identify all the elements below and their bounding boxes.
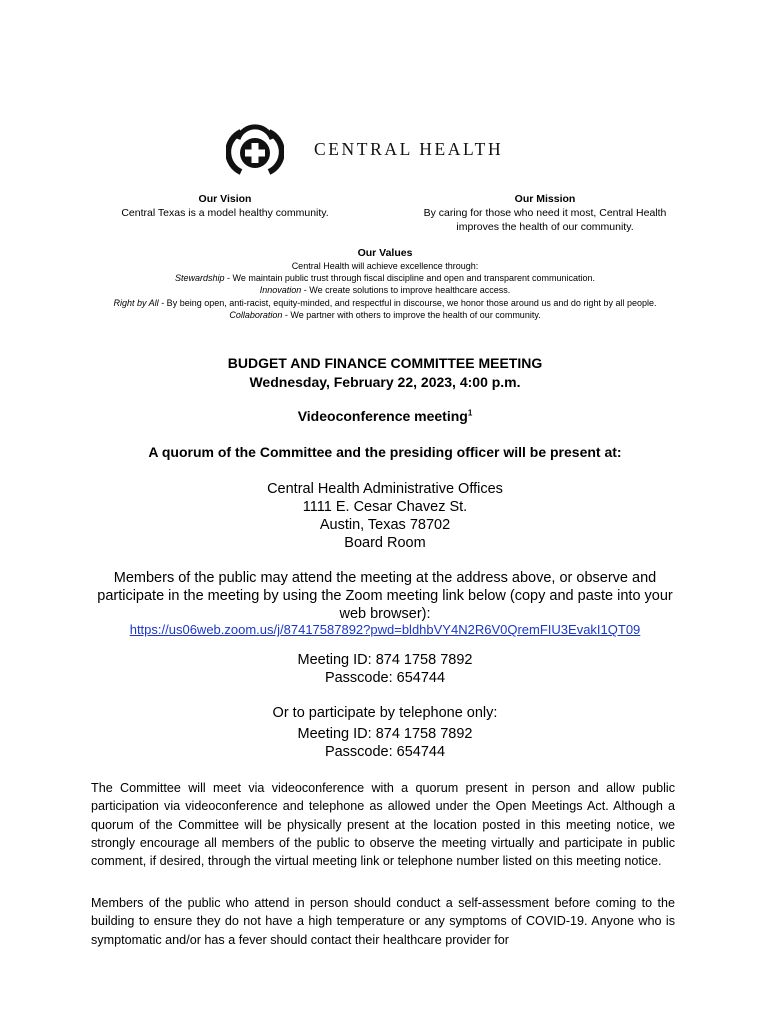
meeting-type [0, 407, 770, 426]
values-block [60, 246, 710, 321]
value-text: - We maintain public trust through fiscal discipline and open and transparent communication. [224, 273, 596, 284]
meeting-title: BUDGET AND FINANCE COMMITTEE MEETING [227, 355, 543, 371]
health-cross-icon [226, 124, 284, 180]
meeting-type-text: Videoconference meeting [297, 408, 468, 424]
value-item [60, 272, 710, 284]
meeting-id-telephone: Meeting ID: 874 1758 7892 [297, 726, 473, 742]
value-item [60, 309, 710, 321]
zoom-credentials [0, 651, 770, 687]
vision-heading: Our Vision [198, 193, 252, 205]
values-heading: Our Values [357, 247, 413, 259]
address-line: Board Room [344, 535, 426, 551]
quorum-statement: A quorum of the Committee and the presiding officer will be present at: [148, 444, 622, 460]
logo-wordmark: CENTRAL HEALTH [314, 139, 504, 159]
meeting-address [0, 480, 770, 552]
mission-text-line2: improves the health of our community. [456, 221, 634, 233]
footnote-mark: 1 [467, 408, 473, 418]
zoom-meeting-link[interactable]: https://us06web.zoom.us/j/87417587892?pwd=bldhbVY4N2R6V0QremFIU3EvakI1QT09 [129, 622, 641, 637]
passcode: Passcode: 654744 [324, 670, 446, 686]
vision-text: Central Texas is a model healthy community. [121, 207, 329, 219]
telephone-intro: Or to participate by telephone only: [272, 705, 498, 721]
zoom-link-row [0, 621, 770, 639]
value-text: - We partner with others to improve the health of our community. [282, 309, 541, 320]
value-term: Innovation [259, 285, 302, 296]
passcode-telephone: Passcode: 654744 [324, 744, 446, 760]
meeting-title-block [0, 354, 770, 392]
public-attendance-text: Members of the public may attend the meeting at the address above, or observe and participate in the meeting by using the Zoom meeting link below (copy and paste into your web browser): [97, 570, 673, 622]
value-text: - By being open, anti-racist, equity-minded, and respectful in discourse, we honor those around us and do right by all people. [158, 297, 657, 308]
central-health-logo [226, 124, 504, 180]
value-term: Right by All [113, 297, 159, 308]
mission-heading: Our Mission [514, 193, 576, 205]
address-line: Central Health Administrative Offices [267, 481, 503, 497]
mission-block [400, 192, 690, 234]
meeting-datetime: Wednesday, February 22, 2023, 4:00 p.m. [249, 374, 521, 390]
value-item [60, 284, 710, 296]
value-item [60, 297, 710, 309]
address-line: 1111 E. Cesar Chavez St. [302, 499, 468, 515]
value-term: Collaboration [229, 309, 283, 320]
telephone-credentials [0, 725, 770, 761]
address-line: Austin, Texas 78702 [319, 517, 451, 533]
body-paragraph-2: Members of the public who attend in person should conduct a self-assessment before coming to the building to ensure they do not have a high temperature or any symptoms of COVID-19. Anyone who is symptomatic and/or has a fever should contact their healthcare provider for [91, 896, 675, 947]
meeting-id: Meeting ID: 874 1758 7892 [297, 652, 473, 668]
body-paragraph-1: The Committee will meet via videoconference with a quorum present in person and allow public participation via videoconference and telephone as allowed under the Open Meetings Act. Although a quorum of the Committee will be physically present at the location posted in this meeting notice, we strongly encourage all members of the public to observe the meeting virtually and participate in public comment, if desired, through the virtual meeting link or telephone number listed on this meeting notice. [91, 781, 675, 869]
value-text: - We create solutions to improve healthcare access. [301, 285, 511, 296]
vision-block [100, 192, 350, 220]
values-intro: Central Health will achieve excellence through: [291, 261, 479, 271]
mission-text-line1: By caring for those who need it most, Central Health [423, 207, 667, 219]
value-term: Stewardship [174, 273, 225, 284]
